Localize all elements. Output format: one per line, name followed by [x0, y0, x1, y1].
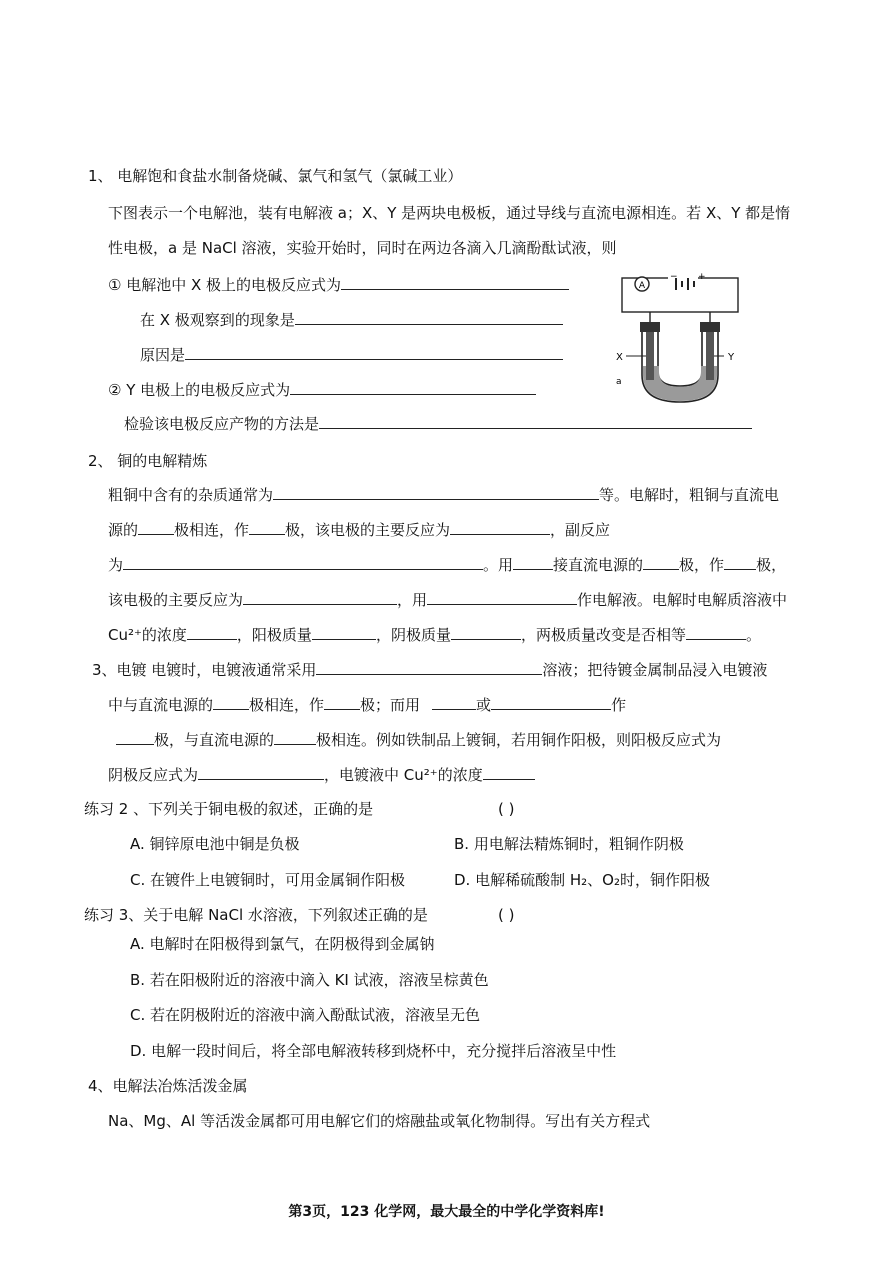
text-fragment: 源的	[108, 521, 139, 539]
text-fragment: 为	[108, 556, 124, 574]
text-fragment: 极相连，作	[174, 521, 250, 539]
answer-blank[interactable]	[290, 379, 536, 395]
answer-blank[interactable]	[274, 729, 316, 745]
exercise3-option-d: D. 电解一段时间后，将全部电解液转移到烧杯中，充分搅拌后溶液呈中性	[130, 1042, 617, 1060]
text-fragment: 极，该电极的主要反应为	[285, 521, 451, 539]
text-fragment: 作电解液。电解时电解质溶液中	[577, 591, 788, 609]
section1-intro-line2: 性电极，a 是 NaCl 溶液，实验开始时，同时在两边各滴入几滴酚酞试液，则	[108, 239, 617, 257]
text-fragment: 极，	[756, 556, 787, 574]
answer-blank[interactable]	[243, 589, 397, 605]
exercise3-option-b: B. 若在阳极附近的溶液中滴入 KI 试液，溶液呈棕黄色	[130, 971, 489, 989]
text-fragment: ，阴极质量	[375, 626, 451, 644]
text-fragment: ，副反应	[550, 521, 611, 539]
page-footer: 第3页，123 化学网，最大最全的中学化学资料库!	[288, 1204, 605, 1220]
question-test-method-label: 检验该电极反应产物的方法是	[124, 415, 320, 433]
question-x-electrode	[108, 274, 569, 295]
answer-blank[interactable]	[451, 624, 521, 640]
section4-title: 4、电解法冶炼活泼金属	[88, 1077, 248, 1095]
answer-blank[interactable]	[319, 413, 752, 429]
exercise3-stem: 练习 3、关于电解 NaCl 水溶液，下列叙述正确的是	[84, 906, 428, 924]
answer-blank[interactable]	[450, 519, 550, 535]
answer-blank[interactable]	[724, 554, 756, 570]
answer-blank[interactable]	[116, 729, 154, 745]
answer-blank[interactable]	[273, 484, 599, 500]
electrolyte-solution	[643, 366, 717, 401]
text-fragment: 该电极的主要反应为	[108, 591, 244, 609]
answer-blank[interactable]	[198, 764, 324, 780]
ammeter-label: A	[638, 281, 646, 291]
section3-line3	[116, 729, 721, 750]
stopper-left	[640, 322, 660, 332]
answer-blank[interactable]	[187, 624, 237, 640]
question-y-electrode	[108, 379, 536, 400]
answer-blank[interactable]	[643, 554, 679, 570]
text-fragment: 或	[476, 696, 492, 714]
text-fragment: 接直流电源的	[553, 556, 644, 574]
text-fragment: 阴极反应式为	[108, 766, 199, 784]
answer-blank[interactable]	[295, 309, 563, 325]
exercise3-answer-paren[interactable]: ( )	[498, 906, 515, 924]
text-fragment: 极相连。例如铁制品上镀铜，若用铜作阳极，则阳极反应式为	[316, 731, 722, 749]
stopper-right	[700, 322, 720, 332]
section1-intro-line1: 下图表示一个电解池，装有电解液 a；X、Y 是两块电极板，通过导线与直流电源相连。若 X、Y 都是惰	[108, 204, 791, 222]
answer-blank[interactable]	[432, 694, 476, 710]
electrode-x	[646, 332, 654, 380]
section2-title: 2、 铜的电解精炼	[88, 452, 208, 470]
question-x-phenomenon-label: 在 X 极观察到的现象是	[140, 311, 295, 329]
question-reason-label: 原因是	[140, 346, 186, 364]
section3-line4	[108, 764, 535, 785]
exercise2-option-b: B. 用电解法精炼铜时，粗铜作阴极	[454, 835, 684, 853]
exercise3-option-a: A. 电解时在阳极得到氯气，在阴极得到金属钠	[130, 935, 435, 953]
text-fragment: ，用	[397, 591, 428, 609]
answer-blank[interactable]	[324, 694, 360, 710]
answer-blank[interactable]	[491, 694, 611, 710]
section2-line3	[108, 554, 786, 575]
plus-label: +	[698, 272, 706, 282]
text-fragment: 极；而用	[360, 696, 421, 714]
text-fragment: ，阳极质量	[236, 626, 312, 644]
question-y-electrode-label: ② Y 电极上的电极反应式为	[108, 381, 291, 399]
text-fragment: 。	[745, 626, 761, 644]
text-fragment: 等。电解时，粗铜与直流电	[599, 486, 780, 504]
section2-line5	[108, 624, 761, 645]
text-fragment: 练习 2 、下列关于铜电极的叙述，正确的是	[84, 800, 374, 818]
exercise2-answer-paren[interactable]: ( )	[498, 800, 515, 818]
text-fragment: 极，与直流电源的	[154, 731, 275, 749]
text-fragment: 中与直流电源的	[108, 696, 214, 714]
answer-blank[interactable]	[483, 764, 535, 780]
text-fragment: ，两极质量改变是否相等	[520, 626, 686, 644]
minus-label: −	[670, 272, 678, 282]
text-fragment: Cu²⁺的浓度	[108, 626, 187, 644]
exercise2-stem	[84, 799, 373, 819]
exercise3-option-c: C. 若在阴极附近的溶液中滴入酚酞试液，溶液呈无色	[130, 1006, 481, 1024]
text-fragment: ，电镀液中 Cu²⁺的浓度	[324, 766, 483, 784]
label-y: Y	[728, 352, 735, 363]
section2-line2	[108, 519, 610, 540]
text-fragment: 粗铜中含有的杂质通常为	[108, 486, 274, 504]
exercise2-option-c: C. 在镀件上电镀铜时，可用金属铜作阳极	[130, 871, 406, 889]
text-fragment: 。用	[483, 556, 514, 574]
question-reason	[140, 344, 563, 365]
section3-line2	[108, 694, 626, 715]
answer-blank[interactable]	[341, 274, 569, 290]
electrolysis-cell-figure	[610, 270, 750, 410]
section2-line1	[108, 484, 779, 505]
question-test-method	[124, 413, 752, 434]
section3-line1	[92, 659, 767, 680]
answer-blank[interactable]	[316, 659, 542, 675]
question-x-electrode-label: ① 电解池中 X 极上的电极反应式为	[108, 276, 342, 294]
electrode-y	[706, 332, 714, 380]
answer-blank[interactable]	[249, 519, 285, 535]
answer-blank[interactable]	[312, 624, 376, 640]
label-x: X	[616, 352, 623, 363]
answer-blank[interactable]	[427, 589, 577, 605]
text-fragment: 极相连，作	[249, 696, 325, 714]
text-fragment: 极，作	[679, 556, 725, 574]
answer-blank[interactable]	[513, 554, 553, 570]
text-fragment: 作	[611, 696, 627, 714]
answer-blank[interactable]	[185, 344, 563, 360]
section2-line4	[108, 589, 787, 610]
answer-blank[interactable]	[686, 624, 746, 640]
exercise2-option-d: D. 电解稀硫酸制 H₂、O₂时，铜作阳极	[454, 871, 710, 889]
section4-text: Na、Mg、Al 等活泼金属都可用电解它们的熔融盐或氧化物制得。写出有关方程式	[108, 1112, 651, 1130]
text-fragment: 3、电镀 电镀时，电镀液通常采用	[92, 661, 317, 679]
exercise2-option-a: A. 铜锌原电池中铜是负极	[130, 835, 300, 853]
question-x-phenomenon	[140, 309, 563, 330]
label-a: a	[616, 377, 622, 387]
section1-title: 1、 电解饱和食盐水制备烧碱、氯气和氢气（氯碱工业）	[88, 167, 463, 185]
answer-blank[interactable]	[213, 694, 249, 710]
text-fragment: 溶液；把待镀金属制品浸入电镀液	[542, 661, 768, 679]
answer-blank[interactable]	[138, 519, 174, 535]
answer-blank[interactable]	[123, 554, 483, 570]
